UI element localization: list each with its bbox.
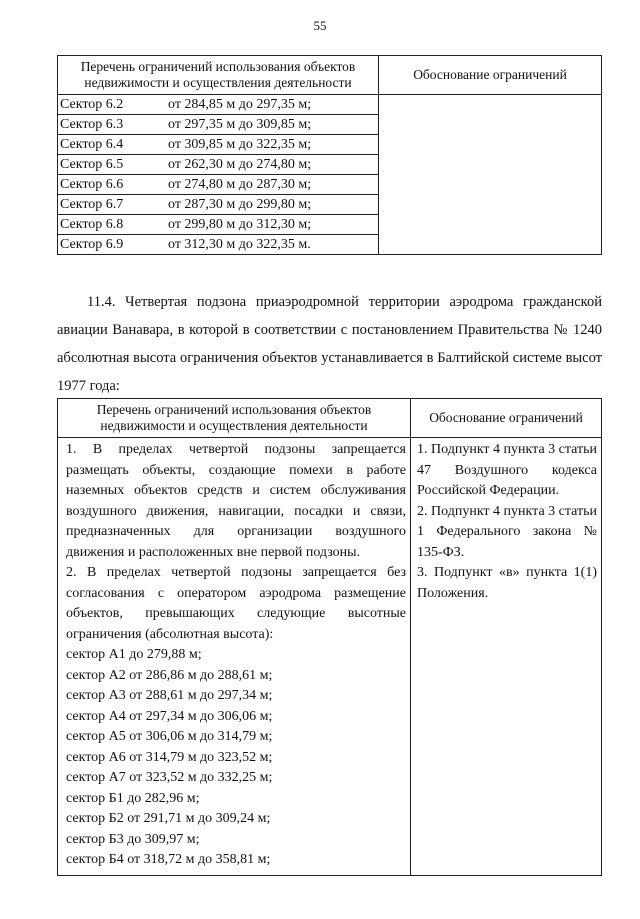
table-row xyxy=(58,95,602,115)
list-item: сектор А3 от 288,61 м до 297,34 м; xyxy=(66,688,273,703)
sector-range: от 312,30 м до 322,35 м. xyxy=(168,237,311,252)
sector-table-top xyxy=(57,55,602,255)
list-item: сектор А6 от 314,79 м до 323,52 м; xyxy=(66,749,273,765)
list-item: сектор А7 от 323,52 м до 332,25 м; xyxy=(66,770,273,785)
table-header-justification: Обоснование ограничений xyxy=(411,399,602,438)
list-item: сектор А5 от 306,06 м до 314,79 м; xyxy=(66,729,273,744)
list-item: сектор А4 от 297,34 м до 306,06 м; xyxy=(66,708,273,724)
list-item: сектор А1 до 279,88 м; xyxy=(66,647,202,662)
sector-name: Сектор 6.2 xyxy=(60,97,124,112)
sector-name: Сектор 6.9 xyxy=(60,237,124,252)
sector-name: Сектор 6.8 xyxy=(60,217,124,232)
section-paragraph xyxy=(57,288,602,400)
justification-cell xyxy=(411,438,602,876)
list-item: сектор А2 от 286,86 м до 288,61 м; xyxy=(66,667,273,683)
page-number: 55 xyxy=(313,18,327,33)
sector-name: Сектор 6.7 xyxy=(60,197,124,212)
table-header-restrictions: Перечень ограничений использования объектов недвижимости и осуществления деятельности xyxy=(58,399,411,438)
sector-range: от 287,30 м до 299,80 м; xyxy=(168,197,312,212)
restriction-item-2: 2. В пределах четвертой подзоны запрещается без согласования с оператором аэродрома размещение объектов, превышающих следующие высотные ограничения (абсолютная высота): xyxy=(66,565,406,642)
justification-item-3: 3. Подпункт «в» пункта 1(1) Положения. xyxy=(417,565,597,601)
sector-range: от 274,80 м до 287,30 м; xyxy=(168,177,312,192)
sector-name: Сектор 6.6 xyxy=(60,177,124,192)
restrictions-cell xyxy=(58,438,411,876)
sector-range: от 284,85 м до 297,35 м; xyxy=(168,97,312,112)
justification-item-1: 1. Подпункт 4 пункта 3 статьи 47 Воздушного кодекса Российской Федерации. xyxy=(417,442,598,498)
sector-range: от 299,80 м до 312,30 м; xyxy=(168,217,312,232)
sector-range: от 309,85 м до 322,35 м; xyxy=(168,137,312,152)
justification-item-2: 2. Подпункт 4 пункта 3 статьи 1 Федерального закона № 135-ФЗ. xyxy=(417,503,598,560)
restriction-item-1: 1. В пределах четвертой подзоны запрещается размещать объекты, создающие помехи в работе наземных объектов средств и систем обслуживания воздушного движения, навигации, посадки и связи, предназначенных для организации воздушного движения и расположенных вне первой подзоны. xyxy=(66,442,406,560)
list-item: сектор Б4 от 318,72 м до 358,81 м; xyxy=(66,852,271,867)
table-header-justification: Обоснование ограничений xyxy=(379,56,602,95)
justification-cell-empty xyxy=(379,95,602,255)
list-item: сектор Б1 до 282,96 м; xyxy=(66,790,200,806)
table-header-restrictions: Перечень ограничений использования объектов недвижимости и осуществления деятельности xyxy=(58,56,379,95)
sector-name: Сектор 6.4 xyxy=(60,137,124,152)
sector-range: от 297,35 м до 309,85 м; xyxy=(168,117,312,132)
paragraph-text: 11.4. Четвертая подзона приаэродромной территории аэродрома гражданской авиации Ванавара, в которой в соответствии с постановлением Правительства № 1240 абсолютная высота ограничения объектов устанавливается в Балтийской системе высот 1977 года: xyxy=(57,294,602,394)
sector-name: Сектор 6.5 xyxy=(60,157,124,172)
sector-range: от 262,30 м до 274,80 м; xyxy=(168,157,312,172)
list-item: сектор Б3 до 309,97 м; xyxy=(66,831,200,847)
list-item: сектор Б2 от 291,71 м до 309,24 м; xyxy=(66,811,271,826)
sector-name: Сектор 6.3 xyxy=(60,117,124,132)
restrictions-table xyxy=(57,398,602,876)
